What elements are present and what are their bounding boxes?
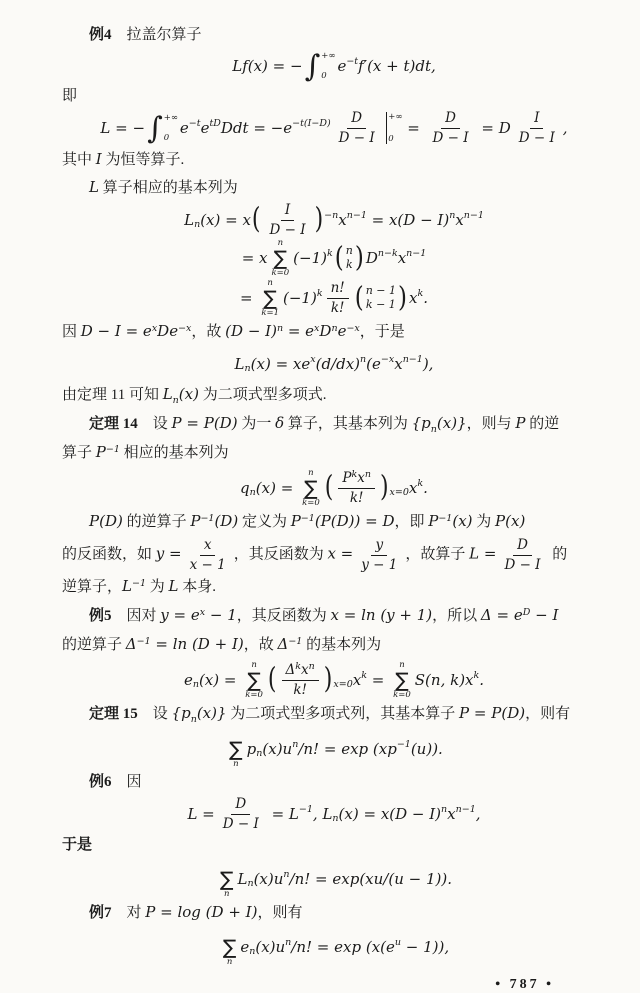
superscript: n [441,803,448,815]
summation-sign: n ∑ k=0 [271,237,290,278]
math-run: (x)u [255,938,286,957]
text-run: 本身. [178,579,216,596]
math-run: D − I [338,129,375,146]
superscript: k [327,247,333,259]
math-run: x [394,355,403,374]
math-run: − 1 [205,606,237,625]
superscript: n [285,936,292,948]
math-run: L = [187,805,215,824]
math-run: L [168,577,179,596]
math-run: − 1)), [401,938,450,957]
big-paren: ( [267,663,277,696]
subscript: n [194,218,201,230]
text-run: 因 [62,324,81,341]
subscript: x=0 [333,678,353,690]
formula-example7 [62,927,606,967]
summation-sign: n ∑ k=0 [302,467,320,508]
text-inverse-def-3 [62,573,606,602]
text-run: 由定理 11 可知 [62,387,163,404]
text-run: ，故 [243,637,278,654]
math-run: y [375,537,384,554]
superscript: −1 [200,513,215,525]
big-paren: ) [379,471,389,504]
text-run: ，于是 [359,324,405,341]
text-identity-operator [62,146,606,174]
math-run: x [357,470,365,487]
big-paren: ( [324,471,334,504]
math-run: I [95,150,102,169]
text-run: ，故算子 [405,546,470,563]
superscript: n [364,469,371,481]
formula-theorem15 [62,729,606,769]
math-run: y = [155,544,182,563]
math-run: e [183,671,193,690]
math-run: (x) = [198,671,242,690]
math-run: (x)u [262,740,293,759]
math-run: . [423,289,429,308]
text-run: ，故 [191,324,226,341]
math-run: D [517,537,528,554]
formula-qn [62,468,606,508]
example4-heading [62,22,606,49]
math-run: (x)} [436,414,467,433]
binomial-coefficient: ( n − 1 k − 1 ) [354,281,407,314]
integral-sign: ∫ +∞ 0 [147,110,178,146]
summation-sign: ∑ n [220,867,234,899]
text-run: 因 [111,774,142,791]
math-run: = [402,119,425,138]
text-inverse-def-2 [62,537,606,573]
superscript: −1 [300,513,315,525]
math-run: D − I [504,556,541,573]
math-run: = e [283,322,315,341]
math-run: k! [293,681,307,698]
summation-sign: ∑ n [222,935,237,967]
superscript: −1 [288,636,303,648]
superscript: x [199,607,206,619]
math-run: Lf(x) = − [232,57,303,75]
superscript: k [351,469,358,481]
math-run: D − I [222,815,259,832]
text-run: 的逆算子 [122,514,191,531]
fraction [266,202,310,238]
math-run: P = P(D) [171,414,238,433]
math-run: D [365,249,378,268]
superscript: k [295,661,302,673]
math-run: (x)} [196,704,227,723]
bold-text-run: 例6 [89,774,112,791]
math-run: I [284,202,291,219]
subscript: n [256,747,263,759]
math-run: D − I = e [80,322,152,341]
math-run: P [95,443,106,462]
math-run: (x) = x [200,211,251,230]
subscript: n [192,678,199,690]
math-run: (D) [214,512,239,531]
text-run: ，则有 [257,905,303,922]
fraction [327,280,349,316]
superscript: n−1 [346,209,367,221]
math-run: (d/dx) [315,355,361,374]
superscript: n [360,353,367,365]
fraction [357,537,401,573]
example7-heading [62,899,606,927]
text-run: 对 [111,905,146,922]
math-run: = L [266,805,299,824]
math-run: Δ = e [480,606,523,625]
math-run: e [337,322,347,341]
superscript: −x [380,353,395,365]
math-run: P [515,414,526,433]
math-run: P [342,470,352,487]
math-run: Ddt = −e [220,119,293,138]
page-number: • 787 • [495,977,554,993]
text-run: 算子，其基本列为 [284,416,412,433]
superscript: −t [188,117,201,129]
math-run: (x) [178,385,199,404]
superscript: −1 [136,636,151,648]
subscript: n [247,877,254,889]
math-run: /n! = exp (x(e [291,938,395,957]
math-run: e [337,57,347,75]
superscript: n [331,323,338,335]
big-paren: ) [323,663,333,696]
math-run: k! [349,489,364,506]
superscript: k [417,477,424,489]
math-run: x [408,479,418,498]
math-run: , L [312,805,333,824]
text-run: 因对 [111,608,161,625]
superscript: −x [178,323,192,335]
text-run: 的逆 [525,416,560,433]
math-run: = D [476,119,511,138]
math-run: {p [171,704,191,723]
math-run: {p [411,414,431,433]
math-run: D [235,796,247,813]
bold-text-run: 例5 [89,608,112,625]
superscript: n−k [377,247,398,259]
math-run: x [397,249,407,268]
text-run: 为恒等算子. [101,152,185,169]
text-run: 其中 [62,152,96,169]
math-run: e [200,119,210,138]
text-run: 为二项式型多项式. [198,387,327,404]
theorem15-line [62,700,606,729]
fraction [282,662,319,698]
math-run: L [162,385,173,404]
subscript: n [430,424,437,436]
superscript: n [276,323,284,335]
text-l-basic-sequence [62,174,606,202]
math-run: . [423,479,428,498]
math-run: y = e [160,606,200,625]
math-run: (−1) [283,289,317,308]
text-run: ，其反函数为 [236,608,331,625]
superscript: n [292,738,299,750]
formula-ln-3 [62,278,606,318]
superscript: −t [346,55,359,67]
text-run: 相应的基本列为 [119,445,229,462]
big-paren: ( [251,203,261,236]
text-run: 的基本列为 [302,637,382,654]
binomial-coefficient: ( n k ) [334,241,364,274]
superscript: k [316,287,323,299]
math-run: D [319,322,332,341]
math-run: x [409,289,418,308]
text-run: 逆算子， [62,579,123,596]
superscript: −1 [298,803,313,815]
subscript: n [332,812,339,824]
example6-heading [62,769,606,796]
math-run: Δ [277,635,289,654]
bold-text-run: 例7 [89,905,112,922]
math-run: L [89,178,99,197]
text-run: ，则有 [525,706,571,723]
formula-en [62,660,606,700]
math-run: D − I [269,221,306,238]
superscript: D [522,607,531,619]
math-run: = x [241,249,268,268]
math-run: x [301,662,309,679]
superscript: u [394,936,402,948]
big-paren: ) [314,203,324,236]
superscript: n [449,209,456,221]
math-run: n! [330,280,345,297]
text-run: 拉盖尔算子 [111,27,202,43]
math-run: ), [422,355,434,374]
summation-sign: n ∑ k=1 [261,277,280,318]
fraction [429,110,473,146]
subscript: n [244,362,251,374]
fraction [186,537,230,573]
subscript: n [249,945,256,957]
superscript: tD [209,117,221,129]
math-run: (x) [452,512,473,531]
text-run: 算子相应的基本列为 [98,180,238,197]
math-run: P = log (D + I) [145,903,258,922]
superscript: −n [324,209,339,221]
subscript: x=0 [389,486,409,498]
math-run: , [475,805,481,824]
math-run: L [234,355,245,374]
summation-sign: ∑ n [229,737,243,769]
math-run: /n! = exp(xu/(u − 1)). [289,870,452,889]
math-run: (x) = xe [250,355,311,374]
math-run: P [428,512,439,531]
math-run: = x(D − I) [366,211,450,230]
superscript: k [473,669,480,681]
math-run: D − I [432,129,469,146]
math-run: L [184,211,195,230]
superscript: n−1 [402,353,423,365]
fraction [335,110,379,146]
math-run: De [157,322,179,341]
math-run: x [352,671,362,690]
math-run: Δ [285,662,296,679]
formula-ln-2 [62,238,606,278]
formula-ln-1 [62,202,606,238]
math-run: Δ [125,635,137,654]
math-run: = [239,289,258,308]
text-run: 的逆算子 [62,637,126,654]
text-run: 设 [137,706,172,723]
math-run: (x) = x(D − I) [338,805,442,824]
superscript: n [308,661,315,673]
superscript: k [417,287,424,299]
text-run: 为 [472,514,496,531]
theorem14-line1 [62,410,606,439]
fraction [500,537,544,573]
math-run: P [190,512,201,531]
math-run: x [338,211,347,230]
text-run: ，其反函数为 [233,546,328,563]
math-run: x = ln (y + 1) [330,606,433,625]
example5-line2 [62,631,606,660]
page-content [62,22,606,967]
math-run: D − I [518,129,555,146]
math-run: P(x) [495,512,526,531]
summation-sign: n ∑ k=0 [393,659,411,700]
math-run: P = P(D) [459,704,526,723]
text-run: 为二项式型多项式列，其基本算子 [226,706,460,723]
superscript: x [314,323,320,335]
theorem14-line2 [62,439,606,468]
math-run: (u)). [410,740,443,759]
text-inverse-def-1 [62,508,606,537]
superscript: k [361,669,367,681]
math-run: = ln (D + I) [150,635,244,654]
math-run: L [122,577,132,596]
math-run: I [534,110,540,126]
math-run: x [447,805,456,824]
math-run: (x)u [253,870,284,889]
text-run: 算子 [62,445,96,462]
math-run: L = − [100,119,146,138]
math-run: (P(D)) = D [314,512,395,531]
subscript: n [249,486,256,498]
math-run: (−1) [293,249,327,268]
text-ji [62,83,606,110]
math-run: k! [330,299,345,316]
formula-l-integral [62,110,606,146]
bold-text-run: 例4 [89,27,112,43]
math-run: f′(x + t)dt, [358,57,436,75]
math-run: L = [469,544,497,563]
bold-text-run: 于是 [62,837,93,854]
superscript: −1 [396,738,411,750]
integral-sign: ∫ +∞ 0 [304,48,336,84]
bold-text-run: 定理 14 [89,416,138,433]
superscript: −t(I−D) [292,117,331,129]
superscript: n−1 [463,209,484,221]
math-run: δ [275,414,285,433]
math-run: D [351,110,363,126]
text-run: 为 [146,579,169,596]
math-run: (D − I) [225,322,277,341]
text-run: ，则与 [466,416,516,433]
math-run: x [455,211,464,230]
superscript: n [283,868,290,880]
formula-lf [62,49,606,83]
superscript: −1 [438,513,453,525]
math-run: P(D) [89,512,123,531]
math-run: q [240,479,250,498]
evaluation-bar: +∞ 0 [386,112,403,144]
superscript: −1 [105,444,120,456]
superscript: n−1 [406,247,427,259]
superscript: −x [346,323,360,335]
text-run: 的反函数，如 [62,546,156,563]
math-run: x [203,537,212,554]
subscript: n [172,395,179,407]
math-run: x − 1 [189,556,226,573]
math-run: , [562,119,568,138]
superscript: n−1 [455,803,476,815]
fraction [338,470,375,506]
math-run: − I [530,606,559,625]
text-run: 设 [137,416,172,433]
math-run: x = [327,544,354,563]
example5-line1 [62,602,606,631]
superscript: x [151,323,158,335]
text-d-minus-i [62,318,606,347]
fraction [515,110,559,146]
math-run: p [246,740,257,759]
text-run: ，即 [394,514,429,531]
text-run: 为一 [237,416,276,433]
superscript: x [310,353,316,365]
superscript: −1 [131,578,146,590]
math-run: (e [366,355,381,374]
math-run: = [366,671,390,690]
math-run: . [479,671,485,690]
text-theorem11-ref [62,381,606,410]
math-run: /n! = exp (xp [298,740,397,759]
math-run: e [240,938,250,957]
math-run: (x) = [255,479,299,498]
formula-example6-2 [62,859,606,899]
text-run: 的 [548,546,568,563]
math-run: S(n, k)x [414,671,474,690]
formula-example6-1 [62,796,606,832]
bold-text-run: 定理 15 [89,706,138,723]
math-run: e [179,119,189,138]
math-run: D [445,110,456,126]
text-yushi [62,832,606,859]
text-run: 定义为 [238,514,291,531]
formula-ln-4 [62,347,606,381]
subscript: n [190,714,197,726]
text-run: ，所以 [432,608,481,625]
math-run: L [237,870,248,889]
text-run: 即 [62,88,78,104]
math-run: P [290,512,301,531]
summation-sign: n ∑ k=0 [245,659,263,700]
math-run: y − 1 [361,556,398,573]
fraction [219,796,263,832]
